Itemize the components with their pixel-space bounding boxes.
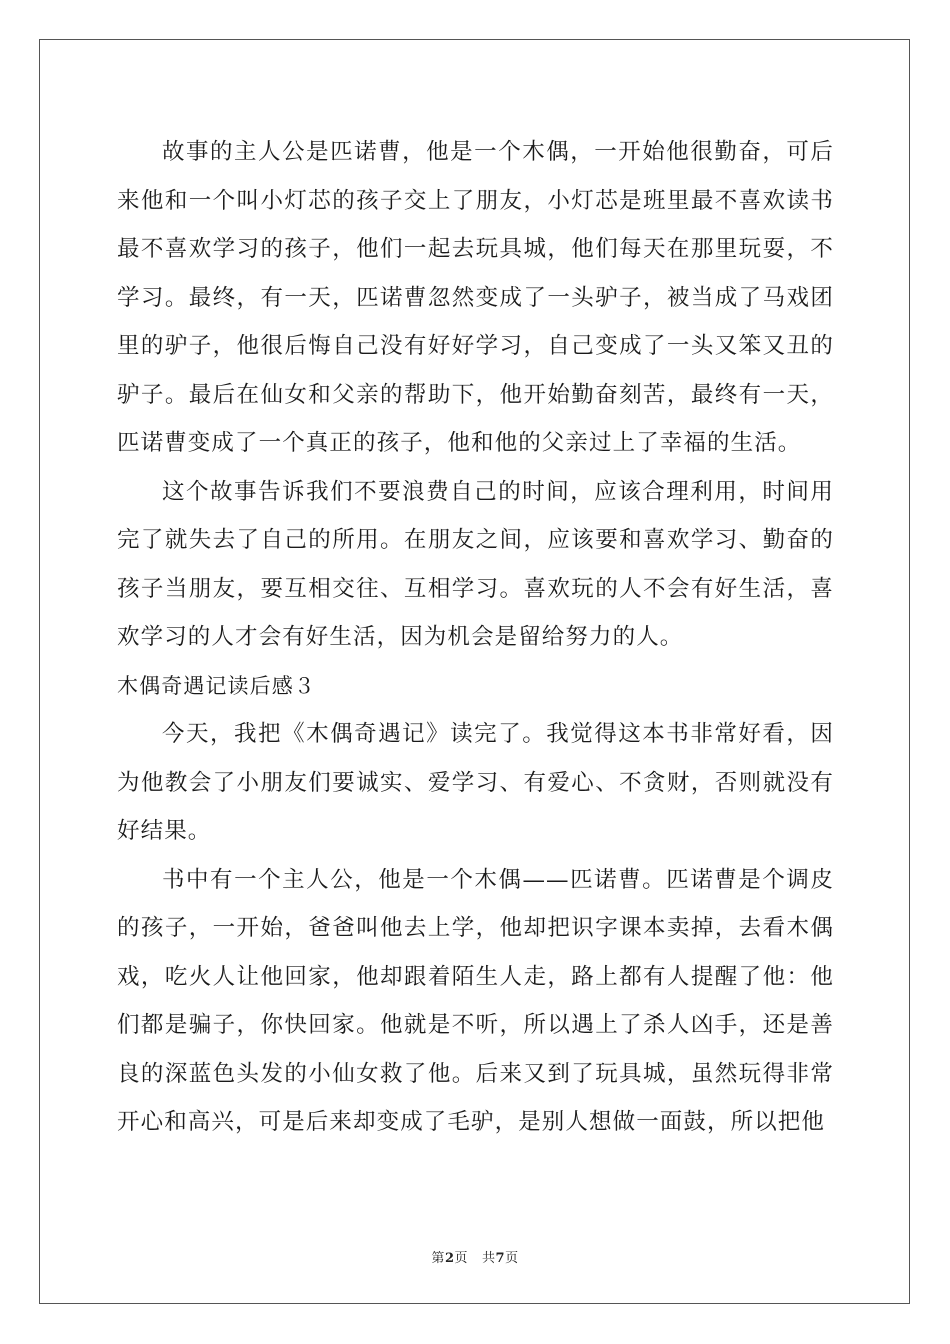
page-suffix: 页 [454, 1251, 468, 1266]
page-prefix: 第 [431, 1251, 445, 1266]
total-pages: 7 [495, 1251, 506, 1266]
page-number: 2 [444, 1251, 455, 1266]
total-prefix: 共 [482, 1251, 496, 1266]
paragraph-story-summary: 故事的主人公是匹诺曹，他是一个木偶，一开始他很勤奋，可后来他和一个叫小灯芯的孩子交上了朋友，小灯芯是班里最不喜欢读书最不喜欢学习的孩子，他们一起去玩具城，他们每天在那里玩耍，不学习。最终，有一天，匹诺曹忽然变成了一头驴子，被当成了马戏团里的驴子，他很后悔自己没有好好学习，自己变成了一头又笨又丑的驴子。最后在仙女和父亲的帮助下，他开始勤奋刻苦，最终有一天，匹诺曹变成了一个真正的孩子，他和他的父亲过上了幸福的生活。 [117, 139, 834, 456]
total-suffix: 页 [505, 1251, 519, 1266]
paragraph-protagonist: 书中有一个主人公，他是一个木偶——匹诺曹。匹诺曹是个调皮的孩子，一开始，爸爸叫他去上学，他却把识字课本卖掉，去看木偶戏，吃火人让他回家，他却跟着陌生人走，路上都有人提醒了他：他们都是骗子，你快回家。他就是不听，所以遇上了杀人凶手，还是善良的深蓝色头发的小仙女救了他。后来又到了玩具城，虽然玩得非常开心和高兴，可是后来却变成了毛驴，是别人想做一面鼓，所以把他 [117, 866, 834, 1135]
page-footer [0, 1247, 950, 1266]
paragraph-intro: 今天，我把《木偶奇遇记》读完了。我觉得这本书非常好看，因为他教会了小朋友们要诚实、爱学习、有爱心、不贪财，否则就没有好结果。 [117, 721, 834, 844]
paragraph-lesson: 这个故事告诉我们不要浪费自己的时间，应该合理利用，时间用完了就失去了自己的所用。在朋友之间，应该要和喜欢学习、勤奋的孩子当朋友，要互相交往、互相学习。喜欢玩的人不会有好生活，喜欢学习的人才会有好生活，因为机会是留给努力的人。 [117, 478, 834, 650]
section-heading: 木偶奇遇记读后感３ [117, 673, 316, 698]
document-body [117, 128, 834, 1147]
